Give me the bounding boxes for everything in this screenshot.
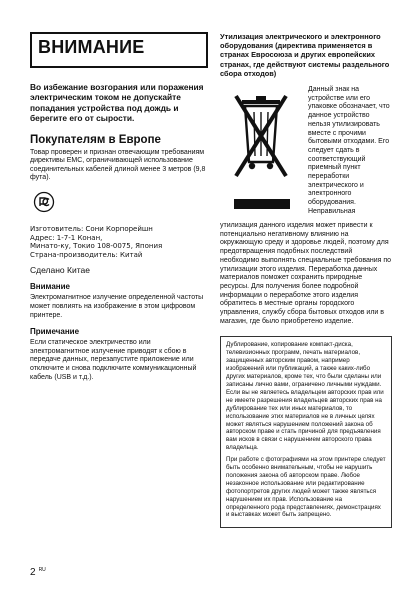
- notice-paragraph: При работе с фотографиями на этом принтере следует быть особенно внимательным, чтобы не нарушить положения закона об авторском праве. Любое незаконное использование или редактирование фотопортретов других людей может также являться нарушением их прав. Использование на определенного рода представлениях, демонстрациях и выставках может быть запрещено.: [226, 456, 386, 519]
- manufacturer-info: [30, 225, 208, 259]
- recycle-heading: Утилизация электрического и электронного оборудования (директива применяется в странах Евросоюза и других европейских странах, где действуют системы раздельного сбора отходов): [220, 32, 390, 78]
- warning-title: ВНИМАНИЕ: [38, 37, 145, 57]
- page-number: 2: [30, 567, 36, 578]
- copyright-notice-box: [220, 336, 392, 528]
- manufacturer-line: Страна-производитель: Китай: [30, 250, 143, 259]
- buyers-text: Товар проверен и признан отвечающим требованиям директивы EMC, ограничивающей использование соединительных кабелей длиной менее 3 метров (9,8 фута).: [30, 148, 206, 182]
- note-text: Если статическое электричество или электромагнитное излучение приводят к сбою в передаче данных, перезапустите приложение или отключите и снова подключите коммуникационный кабель (USB и т.д.).: [30, 339, 197, 381]
- certification-logo-row: [30, 189, 208, 219]
- left-column: [30, 32, 208, 382]
- note-heading: Примечание: [30, 327, 80, 337]
- weee-black-bar: [234, 199, 290, 209]
- manufacturer-line: Минато-ку, Токио 108-0075, Япония: [30, 242, 163, 251]
- weee-continued-text: утилизация данного изделия может привести к потенциально негативному влиянию на окружающую среду и здоровье людей, поэтому для предотвращения подобных последствий необходимо выполнять специальные требования по утилизации этого изделия. Переработка данных материалов поможет сохранить природные ресурсы. Для получения более подробной информации о переработке этого изделия обратитесь в местные органы городского управления, службу сбора бытовых отходов или в магазин, где было приобретено изделие.: [220, 222, 392, 325]
- made-in: Сделано Китае: [30, 265, 90, 276]
- crossed-bin-icon: [232, 90, 290, 194]
- weee-block: [220, 84, 392, 224]
- page-footer: [30, 567, 46, 578]
- lead-warning-text: Во избежание возгорания или поражения электрическим током не допускайте попадания устройства под дождь и берегите его от сырости.: [30, 82, 204, 124]
- certification-mark-icon: [33, 191, 55, 213]
- buyers-heading: Покупателям в Европе: [30, 133, 161, 146]
- notice-paragraph: Дублирование, копирование компакт-диска, телевизионных программ, печать материалов, защищенных авторским правом, например изображений или публикаций, а также каких-либо других материалов, кроме тех, что были сделаны или записаны лично вами, ограничено личными нуждами. Если вы не являетесь владельцем авторских прав или не имеете разрешения владельцев авторских прав на дублирование тех или иных материалов, то использование этих материалов не в личных целях может являться нарушением положений закона об авторском праве и стать причиной для предъявления вам исков в связи с нарушением авторского права владельца.: [226, 341, 384, 452]
- attention-text: Электромагнитное излучение определенной частоты может повлиять на изображение в этом цифровом принтере.: [30, 294, 204, 319]
- manufacturer-line: Изготовитель: Сони Корпорейшн: [30, 225, 153, 233]
- right-column: [220, 32, 392, 528]
- manufacturer-line: Адрес: 1-7-1 Конан,: [30, 233, 103, 242]
- warning-box: [30, 32, 208, 68]
- language-code: RU: [38, 567, 46, 573]
- weee-side-text: Данный знак на устройстве или его упаковке обозначает, что данное устройство нельзя утилизировать вместе с прочими бытовыми отходами. Его следует сдать в соответствующий приемный пункт переработки электрического и электронного оборудования. Неправильная: [308, 86, 390, 215]
- attention-heading: Внимание: [30, 282, 70, 292]
